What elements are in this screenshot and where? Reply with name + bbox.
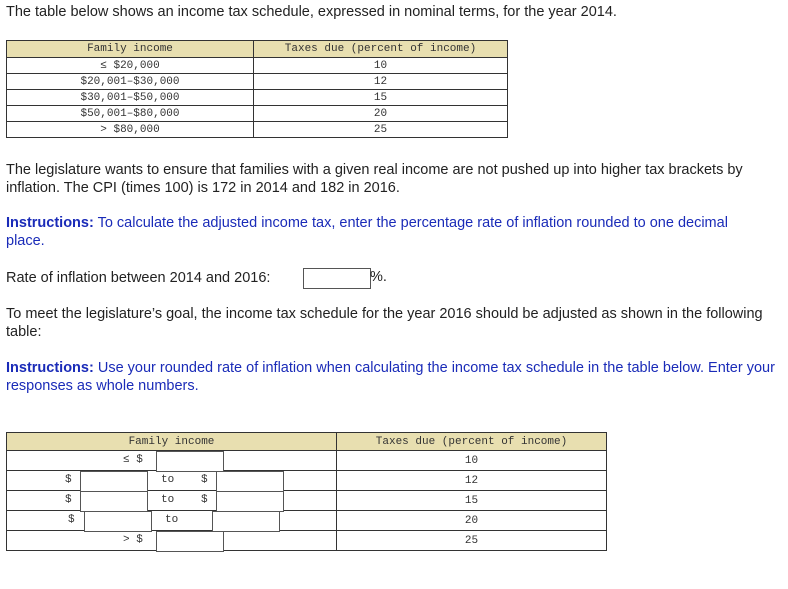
table-row <box>7 491 607 511</box>
table-row <box>7 74 508 90</box>
tax-cell: 12 <box>254 74 508 90</box>
intro-text: The table below shows an income tax schedule, expressed in nominal terms, for the year 2014. <box>6 4 617 20</box>
tax-cell: 20 <box>337 511 607 531</box>
tax-cell: 12 <box>337 471 607 491</box>
inflation-rate-input[interactable] <box>303 268 371 289</box>
table-row <box>7 511 607 531</box>
taxes-due-header: Taxes due (percent of income) <box>337 433 607 451</box>
instructions-text: Use your rounded rate of inflation when calculating the income tax schedule in the table below. Enter your responses as whole numbers. <box>6 360 775 394</box>
income-cell: > $80,000 <box>7 122 254 138</box>
instructions-label: Instructions: <box>6 215 94 231</box>
to-label: to <box>165 514 179 526</box>
legislature-text: The legislature wants to ensure that families with a given real income are not pushed up into higher tax brackets by inflation. The CPI (times 100) is 172 in 2014 and 182 in 2016. <box>6 162 743 196</box>
income-cell: ≤ $20,000 <box>7 58 254 74</box>
bracket4-lower-input[interactable] <box>84 511 152 532</box>
percent-suffix: %. <box>370 269 387 285</box>
tax-cell: 20 <box>254 106 508 122</box>
tax-cell: 25 <box>337 531 607 551</box>
instructions-text: To calculate the adjusted income tax, enter the percentage rate of inflation rounded to one decimal place. <box>6 215 728 249</box>
to-label: to <box>161 474 175 486</box>
tax-cell: 25 <box>254 122 508 138</box>
dollar-label: $ <box>201 474 208 486</box>
instructions-table <box>6 359 781 395</box>
tax-cell: 15 <box>337 491 607 511</box>
dollar-label: $ <box>65 494 72 506</box>
bracket2-lower-input[interactable] <box>80 471 148 492</box>
dollar-label: $ <box>68 514 75 526</box>
tax-schedule-2014-table <box>6 40 508 138</box>
table-row <box>7 106 508 122</box>
tax-cell: 10 <box>254 58 508 74</box>
rate-label: Rate of inflation between 2014 and 2016: <box>6 270 271 286</box>
bracket4-upper-input[interactable] <box>212 511 280 532</box>
goal-text: To meet the legislature’s goal, the income tax schedule for the year 2016 should be adjusted as shown in the following table: <box>6 306 763 340</box>
le-dollar-label: ≤ $ <box>123 454 143 466</box>
tax-cell: 10 <box>337 451 607 471</box>
table-row <box>7 471 607 491</box>
income-cell: $20,001–$30,000 <box>7 74 254 90</box>
tax-cell: 15 <box>254 90 508 106</box>
family-income-header: Family income <box>7 433 337 451</box>
tax-schedule-2016-table <box>6 432 607 551</box>
income-cell: $30,001–$50,000 <box>7 90 254 106</box>
dollar-label: $ <box>201 494 208 506</box>
income-cell: $50,001–$80,000 <box>7 106 254 122</box>
instructions-label: Instructions: <box>6 360 94 376</box>
bracket5-lower-input[interactable] <box>156 531 224 552</box>
bracket3-lower-input[interactable] <box>80 491 148 512</box>
bracket1-upper-input[interactable] <box>156 451 224 472</box>
to-label: to <box>161 494 175 506</box>
table-row <box>7 58 508 74</box>
table-row <box>7 90 508 106</box>
bracket2-upper-input[interactable] <box>216 471 284 492</box>
table-row <box>7 451 607 471</box>
dollar-label: $ <box>65 474 72 486</box>
table-row <box>7 531 607 551</box>
family-income-header: Family income <box>7 41 254 58</box>
gt-dollar-label: > $ <box>123 534 143 546</box>
taxes-due-header: Taxes due (percent of income) <box>254 41 508 58</box>
table-row <box>7 122 508 138</box>
bracket3-upper-input[interactable] <box>216 491 284 512</box>
instructions-inflation <box>6 214 766 250</box>
